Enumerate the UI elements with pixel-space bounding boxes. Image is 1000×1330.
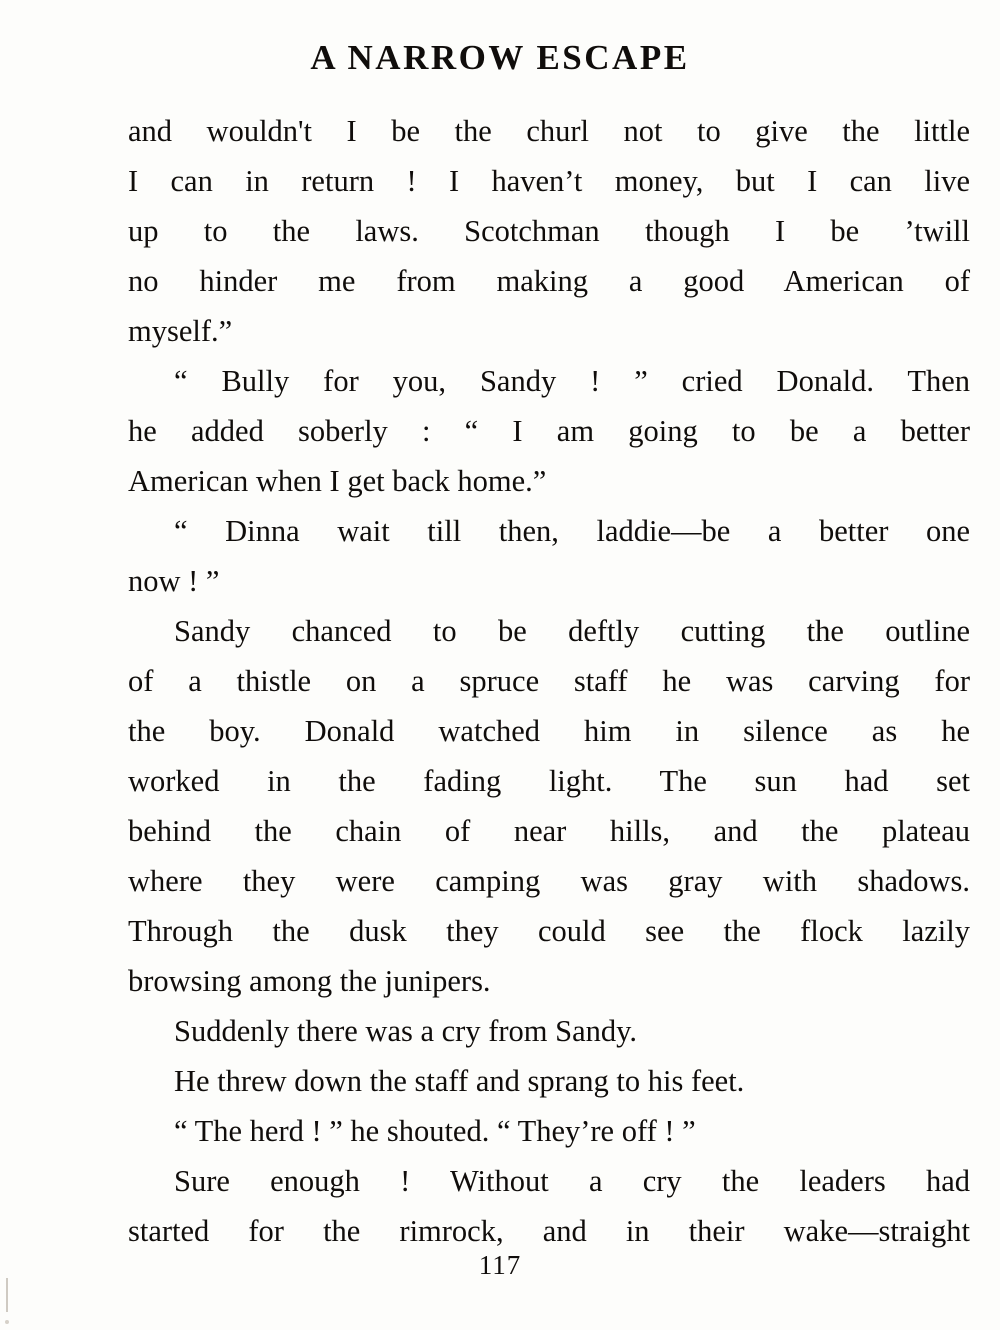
text-line: Sure enough ! Without a cry the leaders had — [174, 1164, 970, 1198]
text-line: behind the chain of near hills, and the plateau — [128, 814, 970, 848]
scan-edge-artifact — [6, 1278, 8, 1312]
page-title: A NARROW ESCAPE — [310, 38, 690, 77]
text-line: worked in the fading light. The sun had set — [128, 764, 970, 798]
page-number: 117 — [478, 1250, 522, 1280]
text-line: Suddenly there was a cry from Sandy. — [174, 1014, 638, 1048]
paragraph — [128, 356, 970, 506]
text-line: “ Dinna wait till then, laddie—be a better one — [174, 514, 970, 548]
text-line: of a thistle on a spruce staff he was carving for — [128, 664, 970, 698]
text-line: Through the dusk they could see the flock lazily — [128, 914, 970, 948]
paragraph — [128, 506, 970, 606]
text-line: no hinder me from making a good American of — [128, 264, 970, 298]
paragraph — [128, 1006, 970, 1056]
text-line: myself.” — [128, 314, 233, 348]
text-line: He threw down the staff and sprang to his feet. — [174, 1064, 745, 1098]
text-line: browsing among the junipers. — [128, 964, 491, 998]
paragraph — [128, 1106, 970, 1156]
paragraph — [128, 1056, 970, 1106]
text-line: I can in return ! I haven’t money, but I can live — [128, 164, 970, 198]
text-line: the boy. Donald watched him in silence as he — [128, 714, 970, 748]
text-line: Sandy chanced to be deftly cutting the outline — [174, 614, 970, 648]
scan-edge-dot — [5, 1320, 9, 1324]
text-line: where they were camping was gray with shadows. — [128, 864, 970, 898]
text-line: now ! ” — [128, 564, 220, 598]
text-line: and wouldn't I be the churl not to give the little — [128, 114, 970, 148]
paragraph — [128, 106, 970, 356]
text-line: “ Bully for you, Sandy ! ” cried Donald. Then — [174, 364, 970, 398]
text-line: “ The herd ! ” he shouted. “ They’re off ! ” — [174, 1114, 696, 1148]
text-line: American when I get back home.” — [128, 464, 547, 498]
paragraph — [128, 1156, 970, 1256]
page-body — [128, 106, 970, 1256]
text-line: he added soberly : “ I am going to be a better — [128, 414, 970, 448]
text-line: up to the laws. Scotchman though I be ’twill — [128, 214, 970, 248]
text-line: started for the rimrock, and in their wake—straight — [128, 1214, 970, 1248]
paragraph — [128, 606, 970, 1006]
